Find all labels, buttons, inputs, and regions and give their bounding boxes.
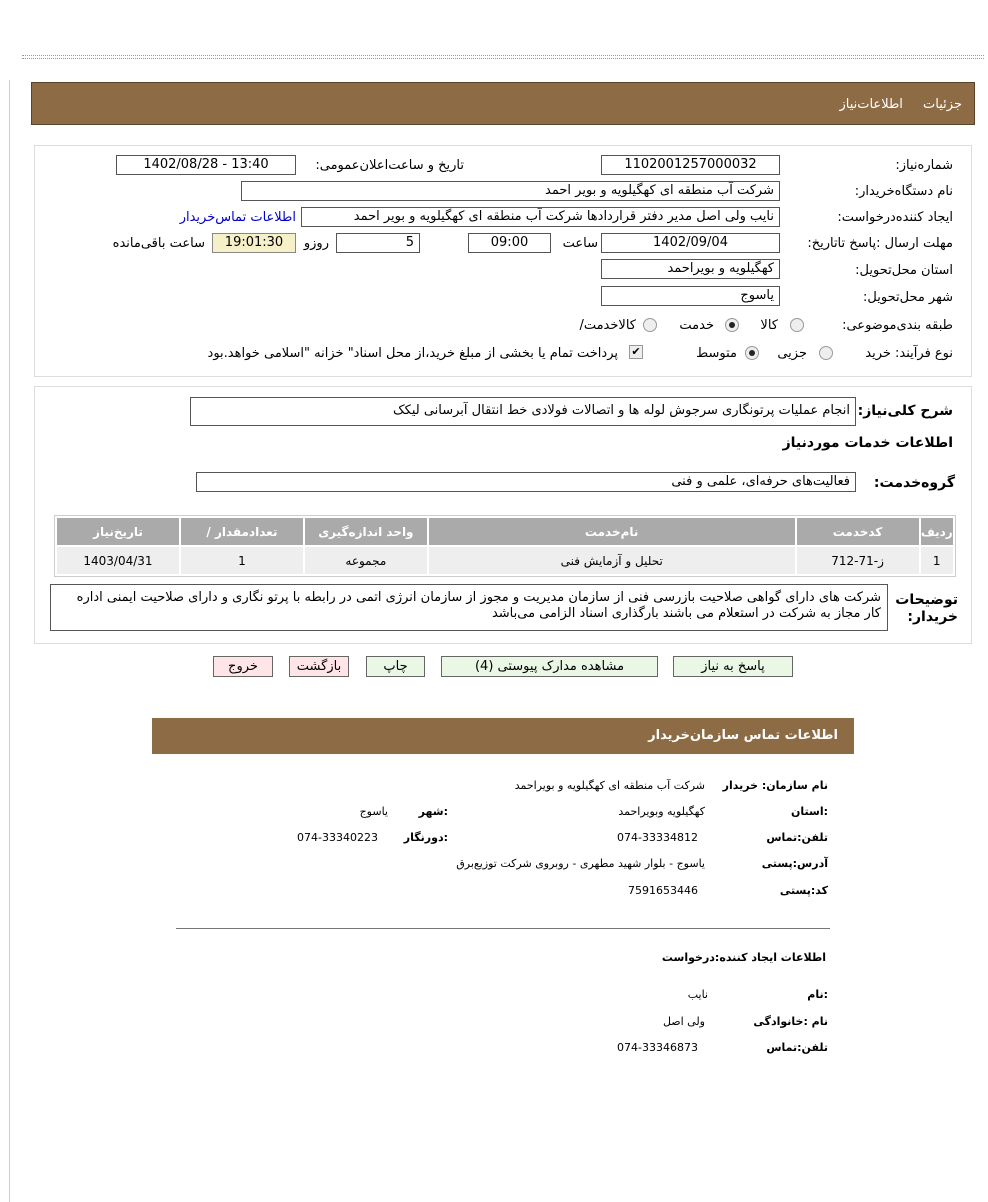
province-field: کهگیلویه و بویراحمد	[601, 259, 780, 279]
remaining-time-field: 19:01:30	[212, 233, 296, 253]
days-label: روزو	[303, 236, 329, 251]
col-unit: واحد اندازه‌گیری	[305, 518, 427, 545]
buyer-contact-link[interactable]: اطلاعات تماس‌خریدار	[179, 210, 296, 225]
tab-need-info[interactable]: اطلاعات‌نیاز	[839, 97, 903, 112]
summary-field: انجام عملیات پرتونگاری سرجوش لوله ها و اتصالات فولادی خط انتقال آبرسانی لیکک	[190, 397, 856, 426]
contact-phone-value: 074-33334812	[617, 831, 698, 844]
buyer-org-label: نام دستگاه‌خریدار:	[854, 184, 953, 199]
process-type-label: نوع فرآیند: خرید	[865, 346, 953, 361]
respond-button[interactable]: پاسخ به نیاز	[673, 656, 793, 677]
contact-city-label: :شهر	[418, 805, 448, 818]
cell-service-code: ز-71-712	[797, 547, 919, 574]
cell-row: 1	[921, 547, 954, 574]
announce-label: تاریخ و ساعت‌اعلان‌عمومی:	[315, 158, 464, 173]
creator-field: نایب ولی اصل مدیر دفتر قراردادها شرکت آب منطقه ای کهگیلویه و بویر احمد	[301, 207, 780, 227]
cell-need-date: 1403/04/31	[57, 547, 179, 574]
deadline-label: مهلت ارسال :پاسخ تا‌تاریخ:	[807, 236, 953, 251]
col-row: ردیف	[921, 518, 954, 545]
remaining-label: ساعت باقی‌مانده	[112, 236, 205, 251]
deadline-time-field: 09:00	[468, 233, 551, 253]
top-separator	[22, 55, 984, 59]
creator-family-value: ولی اصل	[662, 1015, 705, 1028]
summary-label: شرح کلی‌نیاز:	[857, 403, 953, 419]
contact-province-label: :استان	[791, 805, 828, 818]
creator-phone-value: 074-33346873	[617, 1041, 698, 1054]
treasury-payment-label: پرداخت تمام یا بخشی از مبلغ خرید،از محل اسناد" خزانه "اسلامی خواهد.بود	[207, 346, 618, 361]
services-table	[55, 516, 955, 576]
contact-postal-label: کد:پستی	[779, 884, 828, 897]
buyer-notes-label: توضیحات خریدار:	[895, 592, 958, 625]
province-label: استان محل‌تحویل:	[855, 263, 953, 278]
col-quantity: تعداد‌مقدار /	[181, 518, 303, 545]
need-number-field: 1102001257000032	[601, 155, 780, 175]
need-info-panel	[34, 145, 972, 377]
view-attachments-button[interactable]: مشاهده مدارک پیوستی (4)	[441, 656, 658, 677]
process-medium-radio[interactable]	[745, 346, 759, 360]
creator-name-label: :نام	[807, 988, 828, 1001]
city-field: یاسوج	[601, 286, 780, 306]
creator-phone-label: تلفن:تماس	[766, 1041, 828, 1054]
tab-details[interactable]: جزئیات	[923, 97, 962, 112]
service-group-label: گروه‌خدمت:	[873, 475, 955, 491]
col-service-name: نام‌خدمت	[429, 518, 795, 545]
creator-name-value: نایب	[687, 988, 708, 1001]
category-goods-label: کالا	[760, 318, 778, 333]
category-label: طبقه بندی‌موضوعی:	[842, 318, 953, 333]
header-bar	[31, 82, 975, 125]
table-row	[57, 547, 953, 574]
contact-address-label: آدرس:پستی	[761, 857, 828, 870]
col-service-code: کدخدمت	[797, 518, 919, 545]
process-medium-label: متوسط	[696, 346, 737, 361]
services-table-header	[57, 518, 953, 545]
print-button[interactable]: چاپ	[366, 656, 425, 677]
back-button[interactable]: بازگشت	[289, 656, 349, 677]
services-heading: اطلاعات خدمات موردنیاز	[782, 435, 953, 451]
contact-org-value: شرکت آب منطقه ای کهگیلویه و بویراحمد	[514, 779, 705, 792]
announce-field: 1402/08/28 - 13:40	[116, 155, 296, 175]
treasury-payment-checkbox[interactable]: ✔	[629, 345, 643, 359]
contact-address-value: یاسوج - بلوار شهید مطهری - روبروی شرکت توزیع‌برق	[456, 857, 705, 870]
category-goods-radio[interactable]	[790, 318, 804, 332]
col-need-date: تاریخ‌نیاز	[57, 518, 179, 545]
category-goods-service-label: کالا‌خدمت/	[579, 318, 636, 333]
contact-fax-label: :دورنگار	[403, 831, 448, 844]
contact-city-value: یاسوج	[359, 805, 388, 818]
creator-info-title: اطلاعات ایجاد کننده:درخواست	[661, 951, 826, 964]
contact-province-value: کهگیلویه وبویراحمد	[618, 805, 705, 818]
contact-postal-value: 7591653446	[628, 884, 698, 897]
creator-label: ایجاد کننده‌درخواست:	[837, 210, 953, 225]
service-group-field: فعالیت‌های حرفه‌ای، علمی و فنی	[196, 472, 856, 492]
process-partial-radio[interactable]	[819, 346, 833, 360]
creator-family-label: نام :خانوادگی	[753, 1015, 828, 1028]
exit-button[interactable]: خروج	[213, 656, 273, 677]
need-number-label: شماره‌نیاز:	[895, 158, 953, 173]
services-table-wrapper	[54, 515, 956, 577]
category-goods-service-radio[interactable]	[643, 318, 657, 332]
category-service-label: خدمت	[679, 318, 714, 333]
buyer-notes-field: شرکت های دارای گواهی صلاحیت بازرسی فنی از سازمان مدیریت و مجوز از سازمان انرژی اتمی در رابطه با پرتو نگاری و دارای صلاحیت ایمنی اداره کار مجاز به شرکت در استعلام می باشند بارگذاری اسناد الزامی می‌باشد	[50, 584, 888, 631]
cell-unit: مجموعه	[305, 547, 427, 574]
process-partial-label: جزیی	[777, 346, 807, 361]
city-label: شهر محل‌تحویل:	[863, 290, 953, 305]
buyer-contact-title: اطلاعات تماس سازمان‌خریدار	[152, 718, 854, 754]
contact-fax-value: 074-33340223	[297, 831, 378, 844]
left-border	[9, 80, 10, 1202]
days-field: 5	[336, 233, 420, 253]
contact-phone-label: تلفن:تماس	[766, 831, 828, 844]
contact-org-label: نام سازمان: خریدار	[722, 779, 828, 792]
buyer-org-field: شرکت آب منطقه ای کهگیلویه و بویر احمد	[241, 181, 780, 201]
cell-service-name: تحلیل و آزمایش فنی	[429, 547, 795, 574]
category-service-radio[interactable]	[725, 318, 739, 332]
contact-separator	[176, 928, 830, 929]
deadline-date-field: 1402/09/04	[601, 233, 780, 253]
deadline-time-label: ساعت	[562, 236, 598, 251]
cell-quantity: 1	[181, 547, 303, 574]
